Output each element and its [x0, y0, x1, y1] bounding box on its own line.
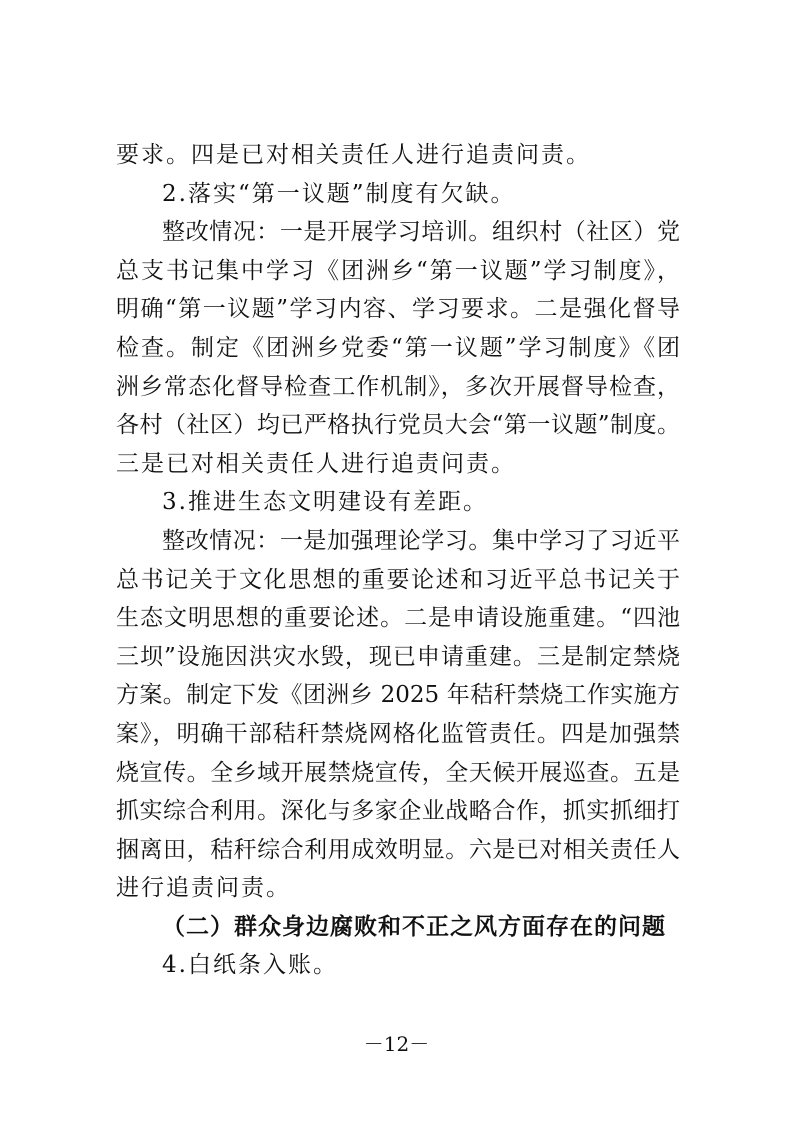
text-line: 抓实综合利用。深化与多家企业战略合作，抓实抓细打	[116, 798, 680, 825]
text-line: 捆离田，秸秆综合利用成效明显。六是已对相关责任人	[116, 836, 680, 863]
text-line: 总书记关于文化思想的重要论述和习近平总书记关于	[116, 566, 680, 593]
section-heading: （二）群众身边腐败和不正之风方面存在的问题	[162, 912, 666, 940]
text-line: 进行追责问责。	[116, 875, 291, 902]
text-line: 生态文明思想的重要论述。二是申请设施重建。“四池	[116, 605, 680, 632]
text-line: 各村（社区）均已严格执行党员大会“第一议题”制度。	[116, 412, 680, 439]
text-line: 洲乡常态化督导检查工作机制》，多次开展督导检查，	[116, 373, 680, 400]
text-line: 案》，明确干部秸秆禁烧网格化监管责任。四是加强禁	[116, 720, 680, 747]
item-title: 3.推进生态文明建设有差距。	[162, 489, 488, 516]
text-line: 方案。制定下发《团洲乡 2025 年秸秆禁烧工作实施方	[116, 682, 680, 709]
text-line: 检查。制定《团洲乡党委“第一议题”学习制度》《团	[116, 334, 680, 361]
text-line: 三坝”设施因洪灾水毁，现已申请重建。三是制定禁烧	[116, 643, 680, 670]
text-line: 整改情况：一是开展学习培训。组织村（社区）党	[162, 219, 680, 246]
document-body	[116, 136, 680, 985]
item-title: 4.白纸条入账。	[162, 952, 338, 979]
text-line: 三是已对相关责任人进行追责问责。	[116, 450, 516, 477]
page-number: －12－	[363, 1032, 430, 1056]
item-title: 2.落实“第一议题”制度有欠缺。	[162, 180, 516, 207]
text-line: 烧宣传。全乡域开展禁烧宣传，全天候开展巡查。五是	[116, 759, 680, 786]
text-line: 要求。四是已对相关责任人进行追责问责。	[116, 142, 591, 168]
text-line: 明确“第一议题”学习内容、学习要求。二是强化督导	[116, 296, 680, 323]
text-line: 整改情况：一是加强理论学习。集中学习了习近平	[162, 527, 680, 554]
text-line: 总支书记集中学习《团洲乡“第一议题”学习制度》，	[116, 257, 680, 284]
